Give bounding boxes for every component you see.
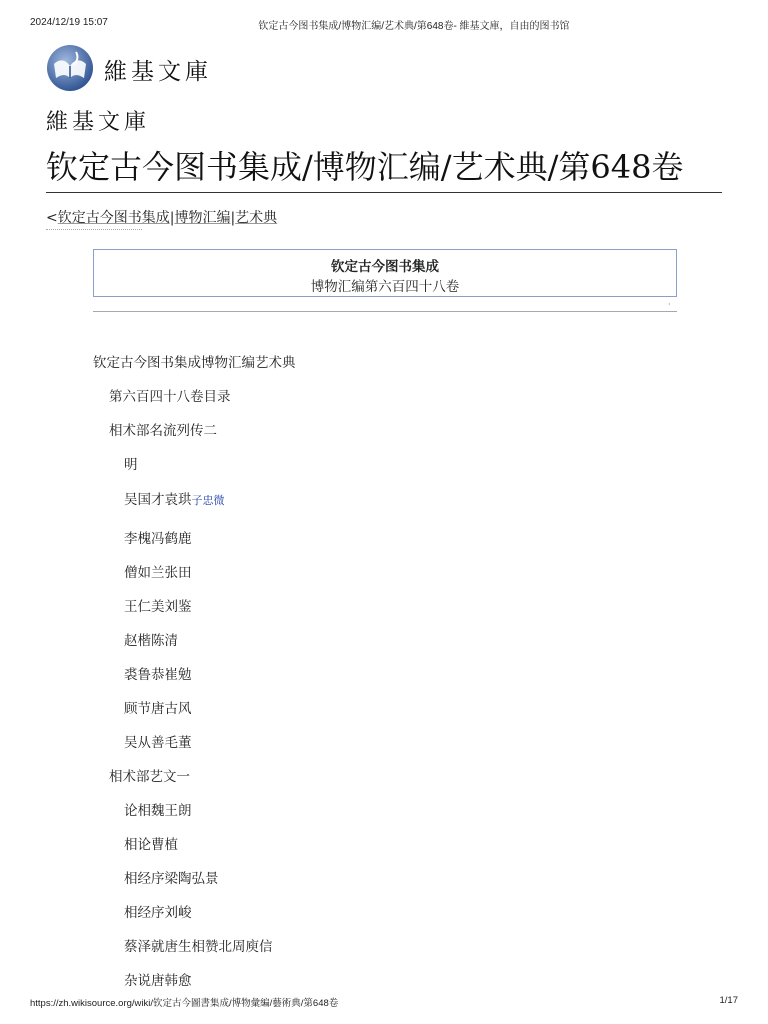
toc-item-text: 蔡泽就唐生相赞北周庾信 xyxy=(124,939,273,955)
toc-item-text: 裘鲁恭崔勉 xyxy=(124,667,192,683)
toc-item xyxy=(109,419,217,439)
toc-item-note: 子忠微 xyxy=(191,494,225,507)
toc-item xyxy=(124,935,273,955)
toc-item-text: 吴从善毛董 xyxy=(124,735,192,751)
toc-item-text: 僧如兰张田 xyxy=(124,565,192,581)
volume-title: 博物汇编第六百四十八卷 xyxy=(310,279,460,295)
print-title: 钦定古今图书集成/博物汇编/艺术典/第648卷- 維基文庫，自由的图书馆 xyxy=(258,21,570,32)
toc-item-text: 吴国才袁珙 xyxy=(124,492,192,508)
toc-item xyxy=(124,561,192,581)
breadcrumb-dotted-rule xyxy=(46,229,142,230)
wikisource-globe-icon xyxy=(46,44,94,92)
toc-item-text: 明 xyxy=(124,457,138,473)
toc-item xyxy=(124,901,192,921)
print-url: https://zh.wikisource.org/wiki/钦定古今圖書集成/博物彙編/藝術典/第648卷 xyxy=(30,998,339,1009)
toc-item xyxy=(124,833,178,853)
toc-item xyxy=(124,697,192,717)
breadcrumb-prefix: < xyxy=(46,210,58,226)
toc-item xyxy=(124,731,192,751)
breadcrumb xyxy=(46,207,277,227)
work-title: 钦定古今图书集成 xyxy=(331,259,439,275)
print-date: 2024/12/19 15:07 xyxy=(30,17,108,28)
toc-item-text: 钦定古今图书集成博物汇编艺术典 xyxy=(93,355,296,371)
page-title: 钦定古今图书集成/博物汇编/艺术典/第648卷 xyxy=(46,142,722,193)
print-header xyxy=(30,17,738,31)
site-name: 維基文庫 xyxy=(46,110,151,135)
toc-item-text: 李槐冯鹤鹿 xyxy=(124,531,192,547)
header-divider xyxy=(93,311,677,312)
breadcrumb-separator: | xyxy=(230,210,236,226)
print-page-number: 1/17 xyxy=(719,995,738,1006)
toc-item xyxy=(124,629,178,649)
toc-item xyxy=(124,595,192,615)
toc-item xyxy=(109,765,190,785)
toc-item xyxy=(124,867,219,887)
logo-text: 維基文庫 xyxy=(104,59,212,85)
toc-item-text: 赵楷陈清 xyxy=(124,633,178,649)
toc-item xyxy=(93,351,296,371)
toc-item xyxy=(124,527,192,547)
toc-item-text: 论相魏王朗 xyxy=(124,803,192,819)
print-footer xyxy=(30,995,738,1009)
toc-item-text: 相术部艺文一 xyxy=(109,769,190,785)
header-dot: · xyxy=(668,300,671,309)
breadcrumb-link-bowu[interactable]: 博物汇编 xyxy=(174,210,231,226)
toc-item-text: 相论曹植 xyxy=(124,837,178,853)
work-header-box xyxy=(93,249,677,297)
breadcrumb-link-yishu[interactable]: 艺术典 xyxy=(235,210,278,226)
toc-item-text: 相经序梁陶弘景 xyxy=(124,871,219,887)
toc-item xyxy=(109,385,231,405)
toc-item xyxy=(124,453,138,473)
toc-item-text: 相经序刘峻 xyxy=(124,905,192,921)
toc-item xyxy=(124,799,192,819)
toc-item-text: 顾节唐古风 xyxy=(124,701,192,717)
toc-item xyxy=(124,969,192,989)
toc-item-text: 杂说唐韩愈 xyxy=(124,973,192,989)
breadcrumb-link-jicheng[interactable]: 钦定古今图书集成 xyxy=(57,210,170,226)
toc-item-text: 王仁美刘鉴 xyxy=(124,599,192,615)
toc-item-text: 第六百四十八卷目录 xyxy=(109,389,231,405)
toc-item xyxy=(124,488,225,508)
toc-item xyxy=(124,663,192,683)
toc-item-text: 相术部名流列传二 xyxy=(109,423,217,439)
breadcrumb-separator: | xyxy=(169,210,175,226)
